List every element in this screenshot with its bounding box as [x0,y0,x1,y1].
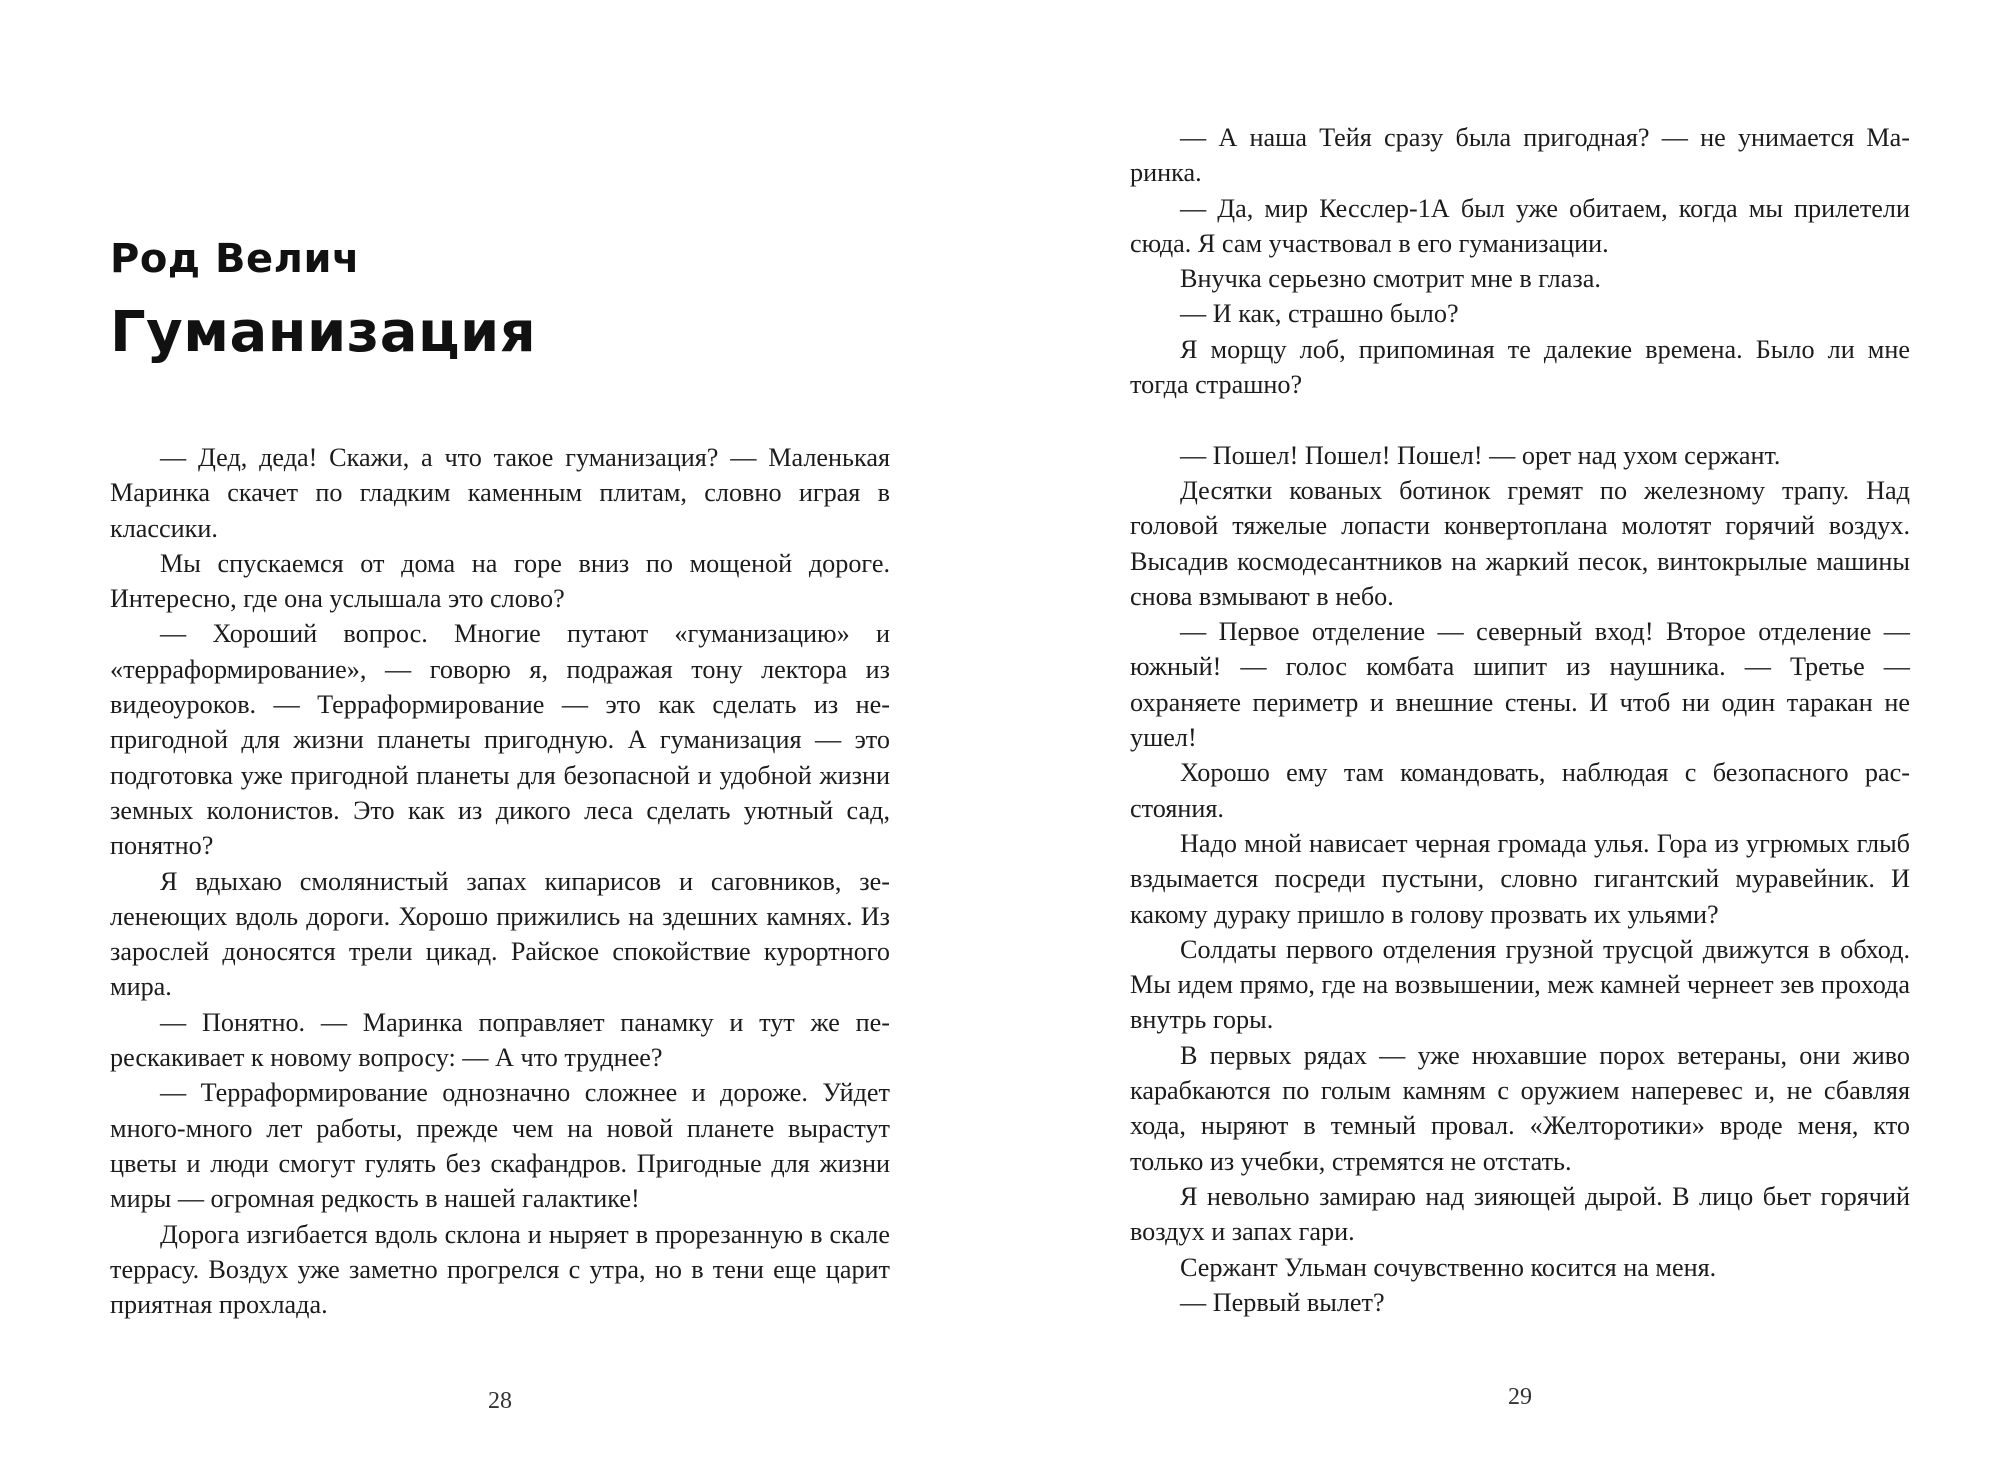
paragraph: — А наша Тейя сразу была пригодная? — не унимается Маринка. [1130,123,1910,188]
paragraph: — Понятно. — Маринка поправляет панамку и тут же перескакивает к новому вопросу: — А что труднее? [110,1007,890,1073]
paragraph: В первых рядах — уже нюхавшие порох ветераны, они живо карабкаются по голым камням с оружием наперевес и, не сбавляя хода, ныряют в темный провал. «Желторотики» вроде меня, кто только из учебки, стремятся не отстать. [1130,1040,1910,1176]
author-name: Род Велич [110,236,360,282]
paragraph: — Пошел! Пошел! Пошел! — орет над ухом сержант. [1180,440,1781,470]
page-number: 29 [1508,1384,1532,1410]
paragraph: — Терраформирование однозначно сложнее и дороже. Уйдет много-много лет работы, прежде чем на новой планете вырастут цветы и люди смогут гулять без скафандров. Пригодные для жизни миры — огромная редкость в нашей галактике! [110,1078,890,1214]
right-page-body [1130,120,1910,1320]
paragraph: — Первое отделение — северный вход! Второе отделение — южный! — голос комбата шипит из наушника. — Третье — охраняете периметр и внешние стены. И чтоб ни один таракан не ушел! [1130,617,1910,753]
paragraph: Солдаты первого отделения грузной трусцой движутся в обход. Мы идем прямо, где на возвышении, меж камней чернеет зев прохода внутрь горы. [1130,934,1910,1035]
paragraph: — Хороший вопрос. Многие путают «гуманизацию» и «терраформирование», — говорю я, подражая тону лектора из видеоуроков. — Терраформирование — это как сделать из непригодной для жизни планеты пригодную. А гуманизация — это подготовка уже пригодной планеты для безопасной и удобной жизни земных колонистов. Это как из дикого леса сделать уютный сад, понятно? [110,619,890,861]
paragraph: Внучка серьезно смотрит мне в глаза. [1180,264,1601,294]
left-page [110,0,890,1468]
paragraph: Дорога изгибается вдоль склона и ныряет в прорезанную в скале террасу. Воздух уже заметно прогрелся с утра, но в тени еще царит приятная прохлада. [110,1219,890,1320]
paragraph: Я невольно замираю над зияющей дырой. В лицо бьет горячий воздух и запах гари. [1130,1181,1910,1247]
paragraph: Хорошо ему там командовать, наблюдая с безопасного расстояния. [1130,758,1910,823]
paragraph: Десятки кованых ботинок гремят по железному трапу. Над головой тяжелые лопасти конвертоплана молотят горячий воздух. Высадив космодесантников на жаркий песок, винтокрылые машины снова взмывают в небо. [1130,475,1910,611]
paragraph: Надо мной нависает черная громада улья. Гора из угрюмых глыб вздымается посреди пустыни, словно гигантский муравейник. И какому дураку пришло в голову прозвать их ульями? [1130,828,1910,929]
left-page-body [110,440,890,1322]
paragraph: Я вдыхаю смолянистый запах кипарисов и саговников, зеленеющих вдоль дороги. Хорошо прижились на здешних камнях. Из зарослей доносятся трели цикад. Райское спокойствие курортного мира. [110,866,890,1002]
paragraph: Мы спускаемся от дома на горе вниз по мощеной дороге. Интересно, где она услышала это слово? [110,548,890,614]
paragraph: Сержант Ульман сочувственно косится на меня. [1180,1252,1717,1282]
paragraph: — И как, страшно было? [1180,299,1459,329]
paragraph: Я морщу лоб, припоминая те далекие времена. Было ли мне тогда страшно? [1130,334,1910,400]
paragraph: — Первый вылет? [1180,1287,1385,1317]
paragraph: — Да, мир Кесслер-1А был уже обитаем, когда мы прилетели сюда. Я сам участвовал в его гуманизации. [1130,193,1910,258]
page-number: 28 [488,1388,512,1414]
right-page [1130,0,1910,1468]
paragraph: — Дед, деда! Скажи, а что такое гуманизация? — Маленькая Маринка скачет по гладким каменным плитам, словно играя в классики. [110,443,890,543]
story-title: Гуманизация [110,300,537,365]
